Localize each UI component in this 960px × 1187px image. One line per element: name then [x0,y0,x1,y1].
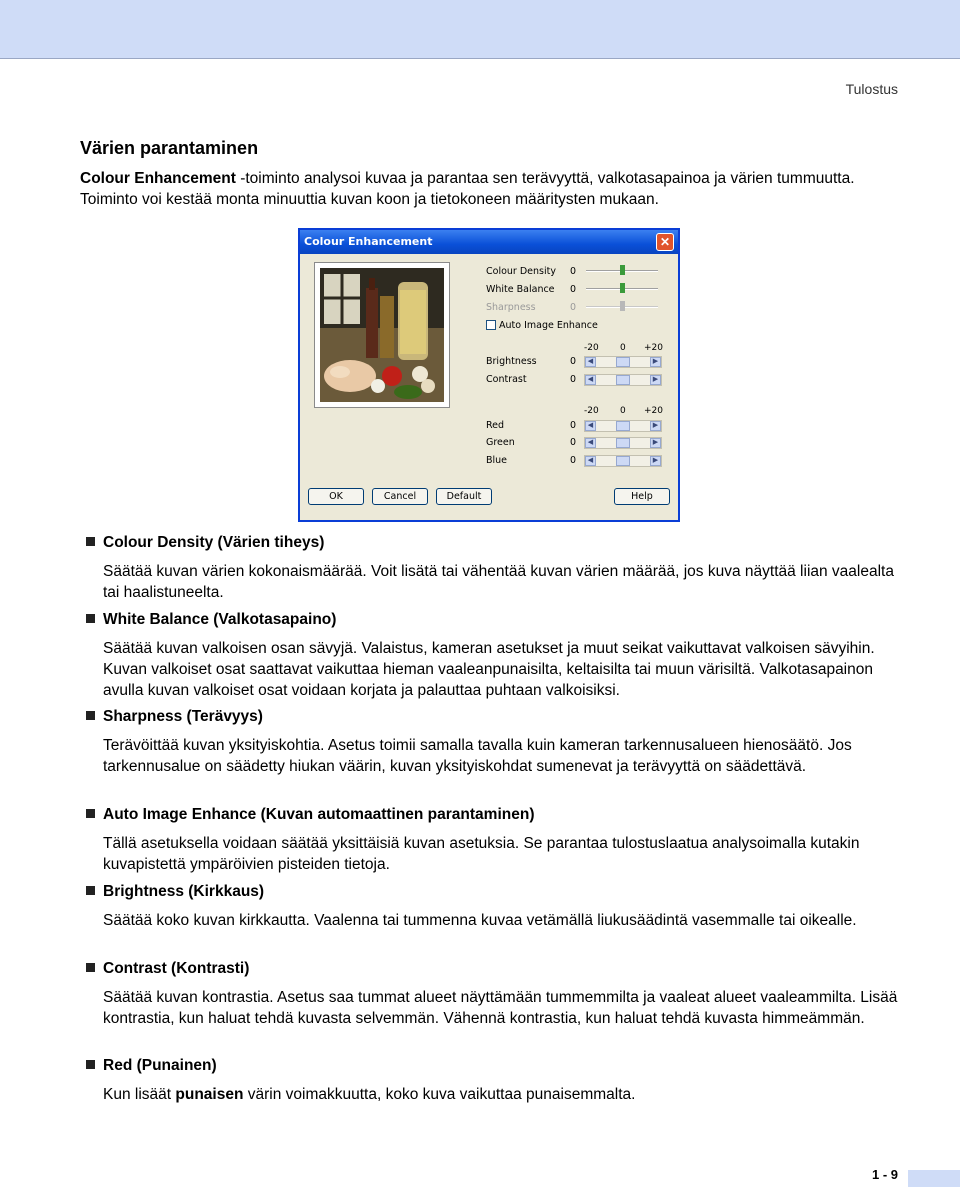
red-scrollbar[interactable] [584,420,662,432]
bullet-title-text: Sharpness (Terävyys) [103,708,263,725]
dialog-titlebar [300,230,678,254]
blue-value: 0 [570,455,577,466]
dialog-title: Colour Enhancement [304,235,433,248]
chevron-right-icon[interactable]: ▶ [650,357,661,367]
chevron-left-icon[interactable]: ◀ [585,456,596,466]
bullet-body: Säätää kuvan valkoisen osan sävyjä. Valaistus, kameran asetukset ja muut seikat vaikuttavat valkoisen sävyihin. Kuvan valkoiset osat saattavat vaikuttaa hieman vaaleanpunaisilta, keltaisilta tai muun värisiltä. Valkotasapainon avulla kuvan valkoiset osat voidaan korjata ja palauttaa puhtaan valkoisiksi. [103,640,875,699]
bullet-title [86,883,264,901]
close-icon[interactable]: ✕ [656,233,674,251]
red-value: 0 [570,420,577,431]
page-number: 1 - 9 [871,1167,898,1182]
bullet-title-text: Colour Density (Värien tiheys) [103,534,325,551]
bullet-square-icon [86,886,95,895]
brightness-label: Brightness [486,356,537,367]
bullet-body-bold: punaisen [175,1086,244,1103]
bullet-title-text: Brightness (Kirkkaus) [103,883,265,900]
green-value: 0 [570,437,577,448]
sharpness-label: Sharpness [486,302,536,313]
bullet-square-icon [86,614,95,623]
section-title: Värien parantaminen [80,138,259,158]
intro-text: -toiminto analysoi kuvaa ja parantaa sen terävyyttä, valkotasapainoa ja värien tummuutta. Toiminto voi kestää monta minuuttia kuvan koon ja tietokoneen määritysten mukaan. [80,170,855,208]
bullet-title [86,960,249,978]
axis-mid-label: 0 [620,343,626,353]
blue-scrollbar[interactable] [584,455,662,467]
brightness-value: 0 [570,356,577,367]
bullet-title [86,806,534,824]
sharpness-thumb[interactable] [620,301,625,311]
bullet-square-icon [86,711,95,720]
colour-density-thumb[interactable] [620,265,625,275]
bullet-body: Säätää kuvan kontrastia. Asetus saa tummat alueet näyttämään tummemmilta ja vaaleat alueet vaaleammilta. Lisää kontrastia, kun haluat tehdä kuvasta selvemmän. Vähennä kontrastia, kun haluat tehdä kuvasta himmeämmän. [103,989,898,1027]
bullet-body-text: värin voimakkuutta, koko kuva vaikuttaa punaisemmalta. [243,1086,636,1103]
bullet-body: Tällä asetuksella voidaan säätää yksittäisiä kuvan asetuksia. Se parantaa tulostuslaatua analysoimalla kutakin kuvapistettä ympäröivien pisteiden tietoja. [103,835,860,873]
axis-mid-label: 0 [620,406,626,416]
bullet-title-text: Contrast (Kontrasti) [103,960,250,977]
ok-button[interactable]: OK [308,488,364,505]
sharpness-value: 0 [570,302,577,313]
bullet-title [86,611,336,629]
intro-bold: Colour Enhancement [80,170,236,187]
axis-min-label: -20 [584,406,599,416]
help-button[interactable]: Help [614,488,670,505]
header-rule [0,58,960,59]
bullet-title-text: Auto Image Enhance (Kuvan automaattinen parantaminen) [103,806,535,823]
bullet-body: Terävöittää kuvan yksityiskohtia. Asetus toimii samalla tavalla kuin kameran tarkennusalueen hienosäätö. Jos tarkennusalue on säädetty hiukan väärin, kuvan yksityiskohdat sumenevat ja terävyyttä on säädettävä. [103,737,852,775]
bullet-title-text: Red (Punainen) [103,1057,217,1074]
green-thumb[interactable] [616,438,630,448]
contrast-label: Contrast [486,374,527,385]
red-label: Red [486,420,505,431]
white-balance-label: White Balance [486,284,555,295]
bullet-square-icon [86,809,95,818]
colour-enhancement-dialog [298,228,680,522]
bullet-title [86,708,263,726]
bullet-body: Säätää kuvan värien kokonaismäärää. Voit lisätä tai vähentää kuvan värien määrää, jos kuva näyttää liian vaalealta tai haalistuneelta. [103,563,894,601]
axis-max-label: +20 [644,406,663,416]
default-button[interactable]: Default [436,488,492,505]
still-life-photo [320,268,444,402]
chevron-right-icon[interactable]: ▶ [650,375,661,385]
colour-density-label: Colour Density [486,266,556,277]
chevron-right-icon[interactable]: ▶ [650,456,661,466]
header-chapter-label: Tulostus [845,81,898,97]
bullet-square-icon [86,963,95,972]
blue-label: Blue [486,455,508,466]
brightness-thumb[interactable] [616,357,630,367]
bullet-body: Säätää koko kuvan kirkkautta. Vaalenna tai tummenna kuvaa vetämällä liukusäädintä vasemmalle tai oikealle. [103,912,857,929]
green-scrollbar[interactable] [584,437,662,449]
contrast-value: 0 [570,374,577,385]
bullet-square-icon [86,1060,95,1069]
red-thumb[interactable] [616,421,630,431]
colour-density-value: 0 [570,266,577,277]
chevron-right-icon[interactable]: ▶ [650,421,661,431]
auto-image-enhance-label: Auto Image Enhance [499,320,598,331]
auto-image-enhance-checkbox[interactable] [486,320,496,330]
header-band [0,0,960,58]
preview-image [314,262,450,408]
contrast-thumb[interactable] [616,375,630,385]
blue-thumb[interactable] [616,456,630,466]
bullet-title-text: White Balance (Valkotasapaino) [103,611,337,628]
bullet-body-text: Kun lisäät [103,1086,176,1103]
intro-paragraph [80,168,890,210]
footer-band [908,1170,960,1187]
chevron-left-icon[interactable]: ◀ [585,375,596,385]
chevron-right-icon[interactable]: ▶ [650,438,661,448]
cancel-button[interactable]: Cancel [372,488,428,505]
contrast-scrollbar[interactable] [584,374,662,386]
chevron-left-icon[interactable]: ◀ [585,421,596,431]
axis-min-label: -20 [584,343,599,353]
bullet-title [86,534,324,552]
axis-max-label: +20 [644,343,663,353]
brightness-scrollbar[interactable] [584,356,662,368]
white-balance-value: 0 [570,284,577,295]
white-balance-thumb[interactable] [620,283,625,293]
green-label: Green [486,437,515,448]
bullet-square-icon [86,537,95,546]
chevron-left-icon[interactable]: ◀ [585,357,596,367]
bullet-body [103,1084,903,1105]
bullet-title [86,1057,217,1075]
chevron-left-icon[interactable]: ◀ [585,438,596,448]
